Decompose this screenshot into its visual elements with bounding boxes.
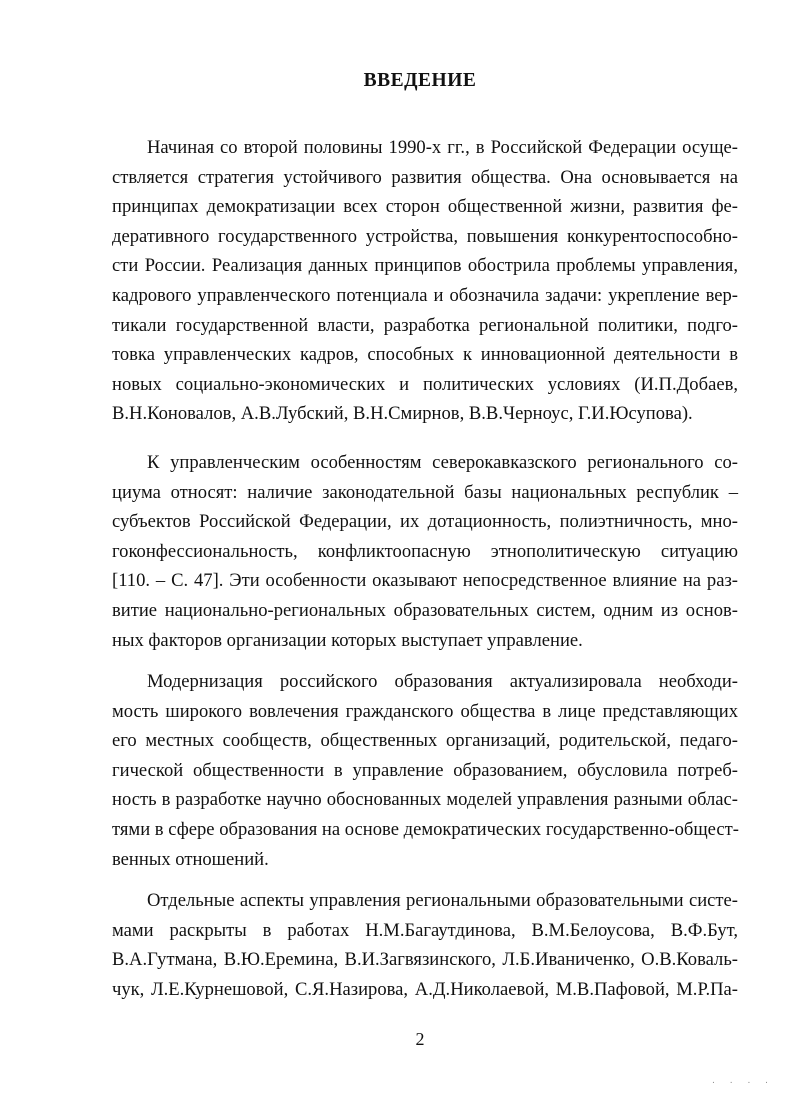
paragraph-1 bbox=[112, 133, 738, 429]
text-line: [110. – С. 47]. Эти особенности оказывают непосредственное влияние на раз- bbox=[112, 570, 738, 592]
page-number: 2 bbox=[415, 1029, 425, 1049]
text-line: принципах демократизации всех сторон общественной жизни, развития фе- bbox=[112, 196, 738, 218]
text-line: циума относят: наличие законодательной базы национальных республик – bbox=[112, 481, 738, 503]
text-line: ность в разработке научно обоснованных моделей управления разными облас- bbox=[112, 789, 738, 811]
text-line: деративного государственного устройства, повышения конкурентоспособно- bbox=[112, 225, 738, 247]
text-line: гоконфессиональность, конфликтоопасную этнополитическую ситуацию bbox=[112, 540, 738, 562]
text-line: витие национально-региональных образовательных систем, одним из основ- bbox=[112, 599, 738, 621]
text-line: Начиная со второй половины 1990-х гг., в Российской Федерации осуще- bbox=[147, 137, 738, 158]
text-line: чук, Л.Е.Курнешовой, С.Я.Назирова, А.Д.Николаевой, М.В.Пафовой, М.Р.Па- bbox=[112, 978, 738, 1000]
text-line: мами раскрыты в работах Н.М.Багаутдинова, В.М.Белоусова, В.Ф.Бут, bbox=[112, 919, 738, 941]
text-line: ных факторов организации которых выступает управление. bbox=[112, 629, 583, 651]
text-line: кадрового управленческого потенциала и обозначила задачи: укрепление вер- bbox=[112, 284, 738, 306]
text-line: В.Н.Коновалов, А.В.Лубский, В.Н.Смирнов, В.В.Черноус, Г.И.Юсупова). bbox=[112, 403, 693, 425]
text-line: гической общественности в управление образованием, обусловила потреб- bbox=[112, 759, 738, 781]
text-line: венных отношений. bbox=[112, 848, 269, 870]
text-line: тями в сфере образования на основе демократических государственно-общест- bbox=[112, 818, 739, 840]
text-line: ствляется стратегия устойчивого развития общества. Она основывается на bbox=[112, 166, 738, 188]
text-line: субъектов Российской Федерации, их дотационность, полиэтничность, мно- bbox=[112, 511, 738, 533]
text-line: сти России. Реализация данных принципов обострила проблемы управления, bbox=[112, 255, 738, 277]
text-line: В.А.Гутмана, В.Ю.Еремина, В.И.Загвязинского, Л.Б.Иваниченко, О.В.Коваль- bbox=[112, 949, 738, 971]
paragraph-4 bbox=[112, 886, 738, 1004]
text-line: К управленческим особенностям северокавказского регионального со- bbox=[147, 452, 738, 473]
text-line: мость широкого вовлечения гражданского общества в лице представляющих bbox=[112, 700, 738, 722]
scan-artifact-marks: . . . . bbox=[712, 1076, 775, 1086]
paragraph-2 bbox=[112, 448, 738, 655]
text-line: Модернизация российского образования актуализировала необходи- bbox=[147, 671, 738, 692]
paragraph-3 bbox=[112, 667, 738, 874]
text-line: новых социально-экономических и политических условиях (И.П.Добаев, bbox=[112, 373, 738, 395]
text-line: товка управленческих кадров, способных к инновационной деятельности в bbox=[112, 344, 738, 366]
text-line: тикали государственной власти, разработка региональной политики, подго- bbox=[112, 314, 738, 336]
text-line: Отдельные аспекты управления региональными образовательными систе- bbox=[147, 890, 738, 911]
page-title: ВВЕДЕНИЕ bbox=[363, 70, 477, 91]
text-line: его местных сообществ, общественных организаций, родительской, педаго- bbox=[112, 730, 738, 752]
